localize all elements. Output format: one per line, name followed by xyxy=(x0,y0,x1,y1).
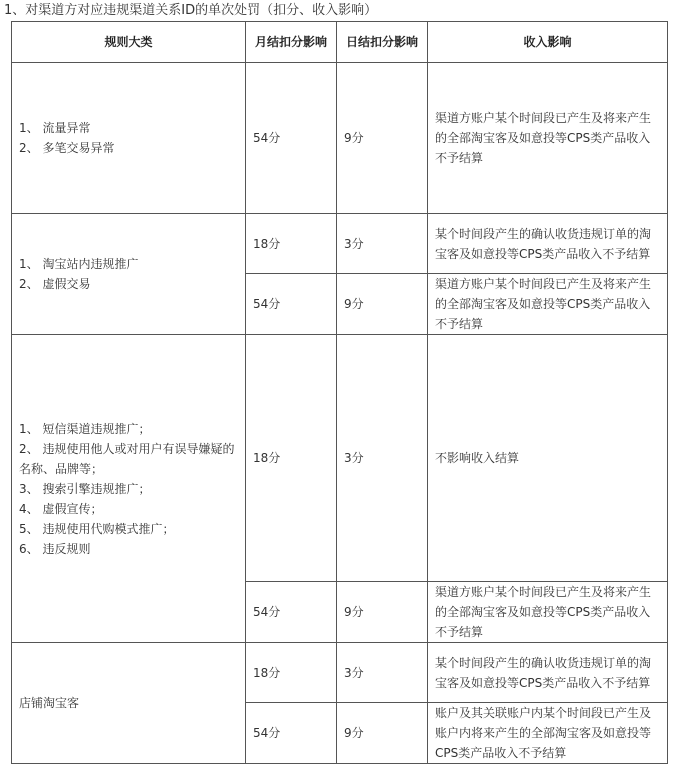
category-cell xyxy=(12,335,246,643)
monthly-cell: 54分 xyxy=(246,274,337,335)
monthly-cell: 54分 xyxy=(246,703,337,764)
income-cell: 渠道方账户某个时间段已产生及将来产生的全部淘宝客及如意投等CPS类产品收入不予结算 xyxy=(428,274,668,335)
header-row xyxy=(12,22,668,63)
category-cell xyxy=(12,63,246,214)
header-daily: 日结扣分影响 xyxy=(337,22,428,63)
table-row xyxy=(12,63,668,214)
monthly-cell: 18分 xyxy=(246,335,337,582)
monthly-cell: 18分 xyxy=(246,214,337,274)
daily-cell: 3分 xyxy=(337,335,428,582)
category-line: 1、 淘宝站内违规推广 xyxy=(19,257,139,271)
income-cell: 渠道方账户某个时间段已产生及将来产生的全部淘宝客及如意投等CPS类产品收入不予结算 xyxy=(428,63,668,214)
table-row xyxy=(12,643,668,703)
income-cell: 账户及其关联账户内某个时间段已产生及账户内将来产生的全部淘宝客及如意投等CPS类产品收入不予结算 xyxy=(428,703,668,764)
category-line: 2、 违规使用他人或对用户有误导嫌疑的名称、品牌等； xyxy=(19,441,235,476)
table-row xyxy=(12,214,668,274)
income-cell: 不影响收入结算 xyxy=(428,335,668,582)
category-line: 6、 违反规则 xyxy=(19,541,91,556)
category-cell xyxy=(12,643,246,764)
category-line: 店铺淘宝客 xyxy=(19,696,80,710)
category-line: 1、 流量异常 xyxy=(19,121,91,135)
daily-cell: 9分 xyxy=(337,63,428,214)
daily-cell: 9分 xyxy=(337,582,428,643)
monthly-cell: 54分 xyxy=(246,63,337,214)
daily-cell: 9分 xyxy=(337,703,428,764)
income-cell: 渠道方账户某个时间段已产生及将来产生的全部淘宝客及如意投等CPS类产品收入不予结算 xyxy=(428,582,668,643)
table-row xyxy=(12,335,668,582)
category-line: 3、 搜索引擎违规推广； xyxy=(19,481,151,496)
income-cell: 某个时间段产生的确认收货违规订单的淘宝客及如意投等CPS类产品收入不予结算 xyxy=(428,643,668,703)
header-income: 收入影响 xyxy=(428,22,668,63)
header-monthly: 月结扣分影响 xyxy=(246,22,337,63)
monthly-cell: 54分 xyxy=(246,582,337,643)
category-line: 1、 短信渠道违规推广； xyxy=(19,421,151,436)
penalty-table xyxy=(11,21,668,764)
category-line: 5、 违规使用代购模式推广； xyxy=(19,521,175,536)
table-caption: 1、对渠道方对应违规渠道关系ID的单次处罚（扣分、收入影响） xyxy=(4,3,378,18)
category-line: 2、 多笔交易异常 xyxy=(19,141,115,155)
category-line: 2、 虚假交易 xyxy=(19,277,91,291)
income-cell: 某个时间段产生的确认收货违规订单的淘宝客及如意投等CPS类产品收入不予结算 xyxy=(428,214,668,274)
header-category: 规则大类 xyxy=(12,22,246,63)
monthly-cell: 18分 xyxy=(246,643,337,703)
daily-cell: 9分 xyxy=(337,274,428,335)
category-cell xyxy=(12,214,246,335)
daily-cell: 3分 xyxy=(337,214,428,274)
daily-cell: 3分 xyxy=(337,643,428,703)
category-line: 4、 虚假宣传； xyxy=(19,501,103,516)
